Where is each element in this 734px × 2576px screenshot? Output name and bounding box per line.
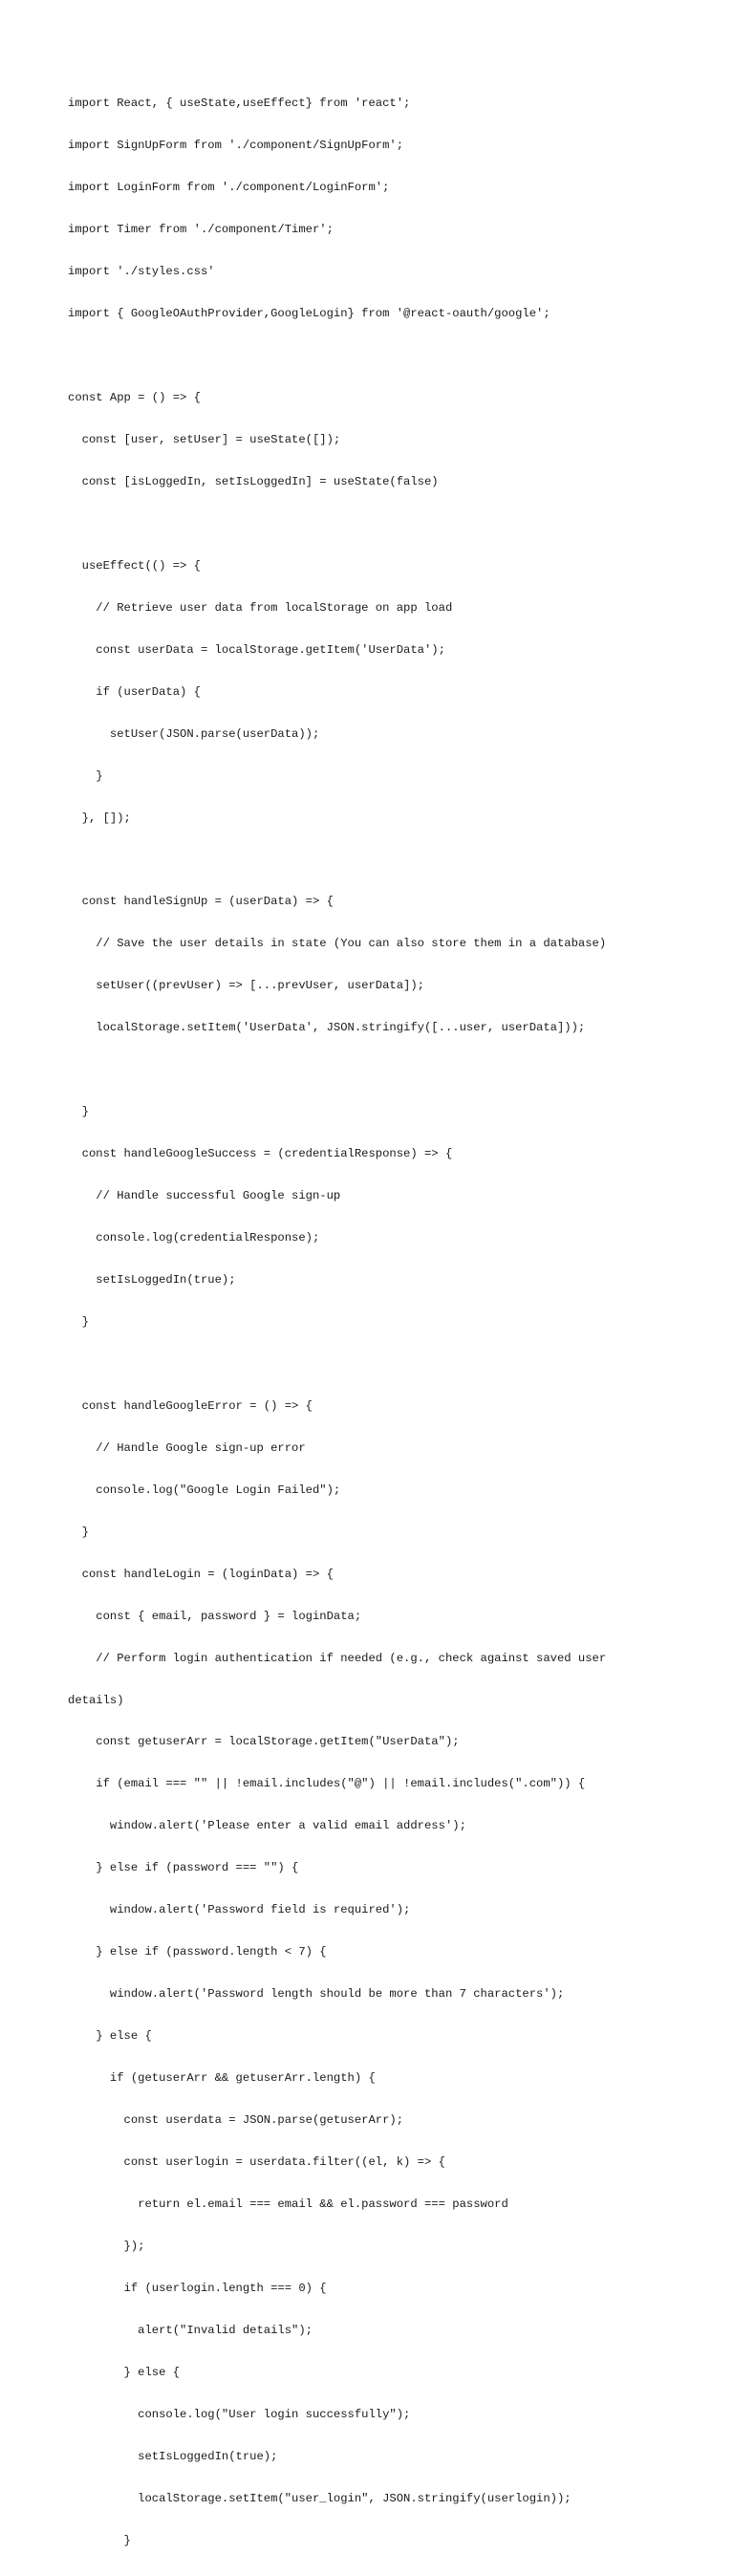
code-line: import LoginForm from './component/LoginForm'; bbox=[68, 181, 390, 195]
code-line: } bbox=[68, 768, 103, 783]
code-line: const handleSignUp = (userData) => { bbox=[68, 895, 334, 909]
code-line bbox=[68, 1063, 699, 1077]
code-line: }, []); bbox=[68, 811, 131, 825]
code-line: if (getuserArr && getuserArr.length) { bbox=[68, 2071, 376, 2086]
code-line: window.alert('Password length should be more than 7 characters'); bbox=[68, 1987, 565, 2002]
code-line: console.log("User login successfully"); bbox=[68, 2407, 411, 2421]
code-line: import './styles.css' bbox=[68, 265, 215, 279]
code-line: const userdata = JSON.parse(getuserArr); bbox=[68, 2113, 404, 2128]
code-line: if (userlogin.length === 0) { bbox=[68, 2281, 327, 2295]
code-line: } else { bbox=[68, 2029, 152, 2044]
code-line: const userlogin = userdata.filter((el, k) => { bbox=[68, 2155, 445, 2170]
code-line: } bbox=[68, 1314, 89, 1329]
code-line: window.alert('Please enter a valid email address'); bbox=[68, 1819, 466, 1833]
code-line: setUser((prevUser) => [...prevUser, userData]); bbox=[68, 979, 424, 993]
code-line bbox=[68, 517, 699, 531]
code-line: } else { bbox=[68, 2365, 181, 2379]
code-line: if (userData) { bbox=[68, 684, 201, 699]
code-line: setIsLoggedIn(true); bbox=[68, 1273, 236, 1287]
code-line: localStorage.setItem('UserData', JSON.stringify([...user, userData])); bbox=[68, 1021, 586, 1035]
code-line bbox=[68, 349, 699, 363]
code-line: import { GoogleOAuthProvider,GoogleLogin} from '@react-oauth/google'; bbox=[68, 307, 550, 321]
code-line: // Handle Google sign-up error bbox=[68, 1440, 306, 1455]
code-line: const [isLoggedIn, setIsLoggedIn] = useState(false) bbox=[68, 474, 439, 488]
code-line: const userData = localStorage.getItem('UserData'); bbox=[68, 642, 445, 657]
code-line: window.alert('Password field is required'); bbox=[68, 1903, 411, 1917]
code-line: console.log("Google Login Failed"); bbox=[68, 1483, 341, 1497]
code-line: }); bbox=[68, 2239, 145, 2253]
code-line: } bbox=[68, 2533, 131, 2547]
code-line: return el.email === email && el.password === password bbox=[68, 2197, 508, 2211]
code-line: useEffect(() => { bbox=[68, 558, 201, 573]
code-line: localStorage.setItem("user_login", JSON.stringify(userlogin)); bbox=[68, 2491, 572, 2505]
code-line: const handleGoogleError = () => { bbox=[68, 1398, 313, 1413]
code-line: } else if (password === "") { bbox=[68, 1861, 299, 1875]
code-line: const handleGoogleSuccess = (credentialResponse) => { bbox=[68, 1147, 453, 1161]
code-line: import React, { useState,useEffect} from 'react'; bbox=[68, 97, 411, 111]
code-line: // Save the user details in state (You can also store them in a database) bbox=[68, 937, 607, 951]
code-line: setUser(JSON.parse(userData)); bbox=[68, 726, 320, 741]
code-line: } bbox=[68, 1105, 89, 1119]
code-line: if (email === "" || !email.includes("@") || !email.includes(".com")) { bbox=[68, 1777, 586, 1791]
code-line: console.log(credentialResponse); bbox=[68, 1231, 320, 1245]
code-line: } else if (password.length < 7) { bbox=[68, 1945, 327, 1959]
code-line: import SignUpForm from './component/SignUpForm'; bbox=[68, 139, 404, 153]
code-line: // Handle successful Google sign-up bbox=[68, 1189, 341, 1203]
code-listing bbox=[68, 69, 699, 2576]
code-line: const [user, setUser] = useState([]); bbox=[68, 432, 341, 446]
code-line: import Timer from './component/Timer'; bbox=[68, 223, 334, 237]
code-line bbox=[68, 853, 699, 867]
code-line bbox=[68, 1357, 699, 1372]
code-line: setIsLoggedIn(true); bbox=[68, 2449, 278, 2463]
code-line: // Perform login authentication if needed (e.g., check against saved user bbox=[68, 1651, 607, 1665]
code-line: const { email, password } = loginData; bbox=[68, 1609, 362, 1623]
code-line: // Retrieve user data from localStorage on app load bbox=[68, 600, 453, 615]
code-line: details) bbox=[68, 1693, 124, 1707]
code-line: const getuserArr = localStorage.getItem("UserData"); bbox=[68, 1735, 460, 1749]
code-line: alert("Invalid details"); bbox=[68, 2323, 313, 2337]
code-line: const App = () => { bbox=[68, 390, 201, 404]
code-line: const handleLogin = (loginData) => { bbox=[68, 1567, 334, 1581]
code-line: } bbox=[68, 1525, 89, 1539]
